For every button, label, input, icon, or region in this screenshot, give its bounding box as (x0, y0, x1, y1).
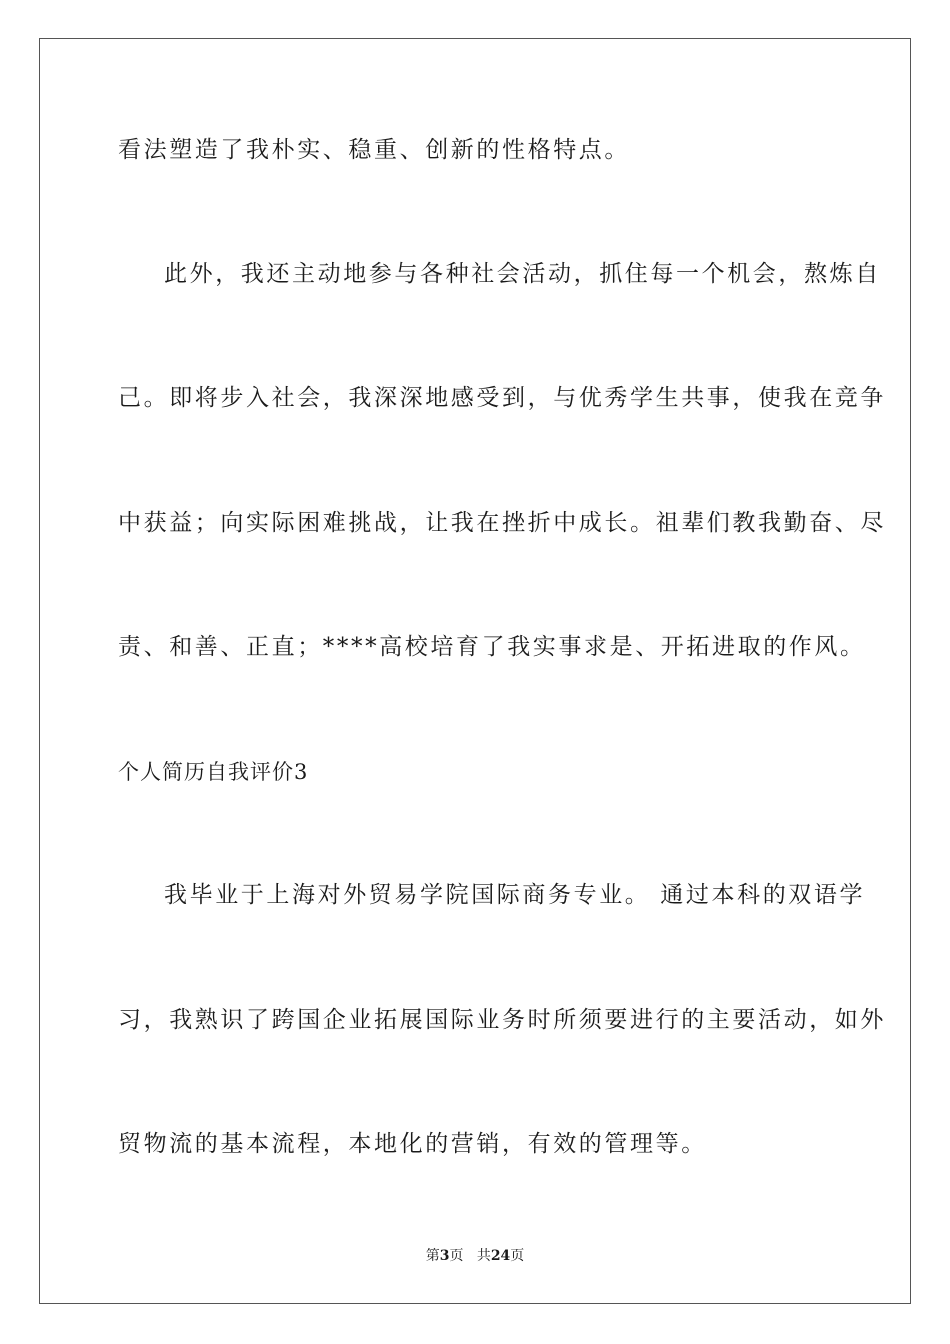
section-heading: 个人简历自我评价3 (118, 760, 309, 784)
paragraph-line: 责、和善、正直；****高校培育了我实事求是、开拓进取的作风。 (118, 634, 866, 660)
total-pages: 24 (490, 1248, 511, 1264)
page-footer (0, 1246, 950, 1266)
paragraph-line: 此外，我还主动地参与各种社会活动，抓住每一个机会，熬炼自 (164, 261, 881, 287)
total-suffix: 页 (510, 1248, 525, 1264)
page-frame (39, 38, 911, 1304)
paragraph-line: 贸物流的基本流程，本地化的营销，有效的管理等。 (118, 1131, 707, 1157)
paragraph-line: 中获益；向实际困难挑战，让我在挫折中成长。祖辈们教我勤奋、尽 (118, 510, 886, 536)
total-prefix: 共 (476, 1248, 491, 1264)
paragraph-line: 看法塑造了我朴实、稳重、创新的性格特点。 (118, 137, 630, 163)
page-prefix: 第 (425, 1248, 440, 1264)
paragraph-line: 我毕业于上海对外贸易学院国际商务专业。 通过本科的双语学 (164, 882, 866, 908)
paragraph-line: 习，我熟识了跨国企业拓展国际业务时所须要进行的主要活动，如外 (118, 1007, 886, 1033)
paragraph-line: 己。即将步入社会，我深深地感受到，与优秀学生共事，使我在竞争 (118, 385, 886, 411)
page-suffix: 页 (449, 1248, 464, 1264)
page-number: 3 (439, 1248, 450, 1264)
